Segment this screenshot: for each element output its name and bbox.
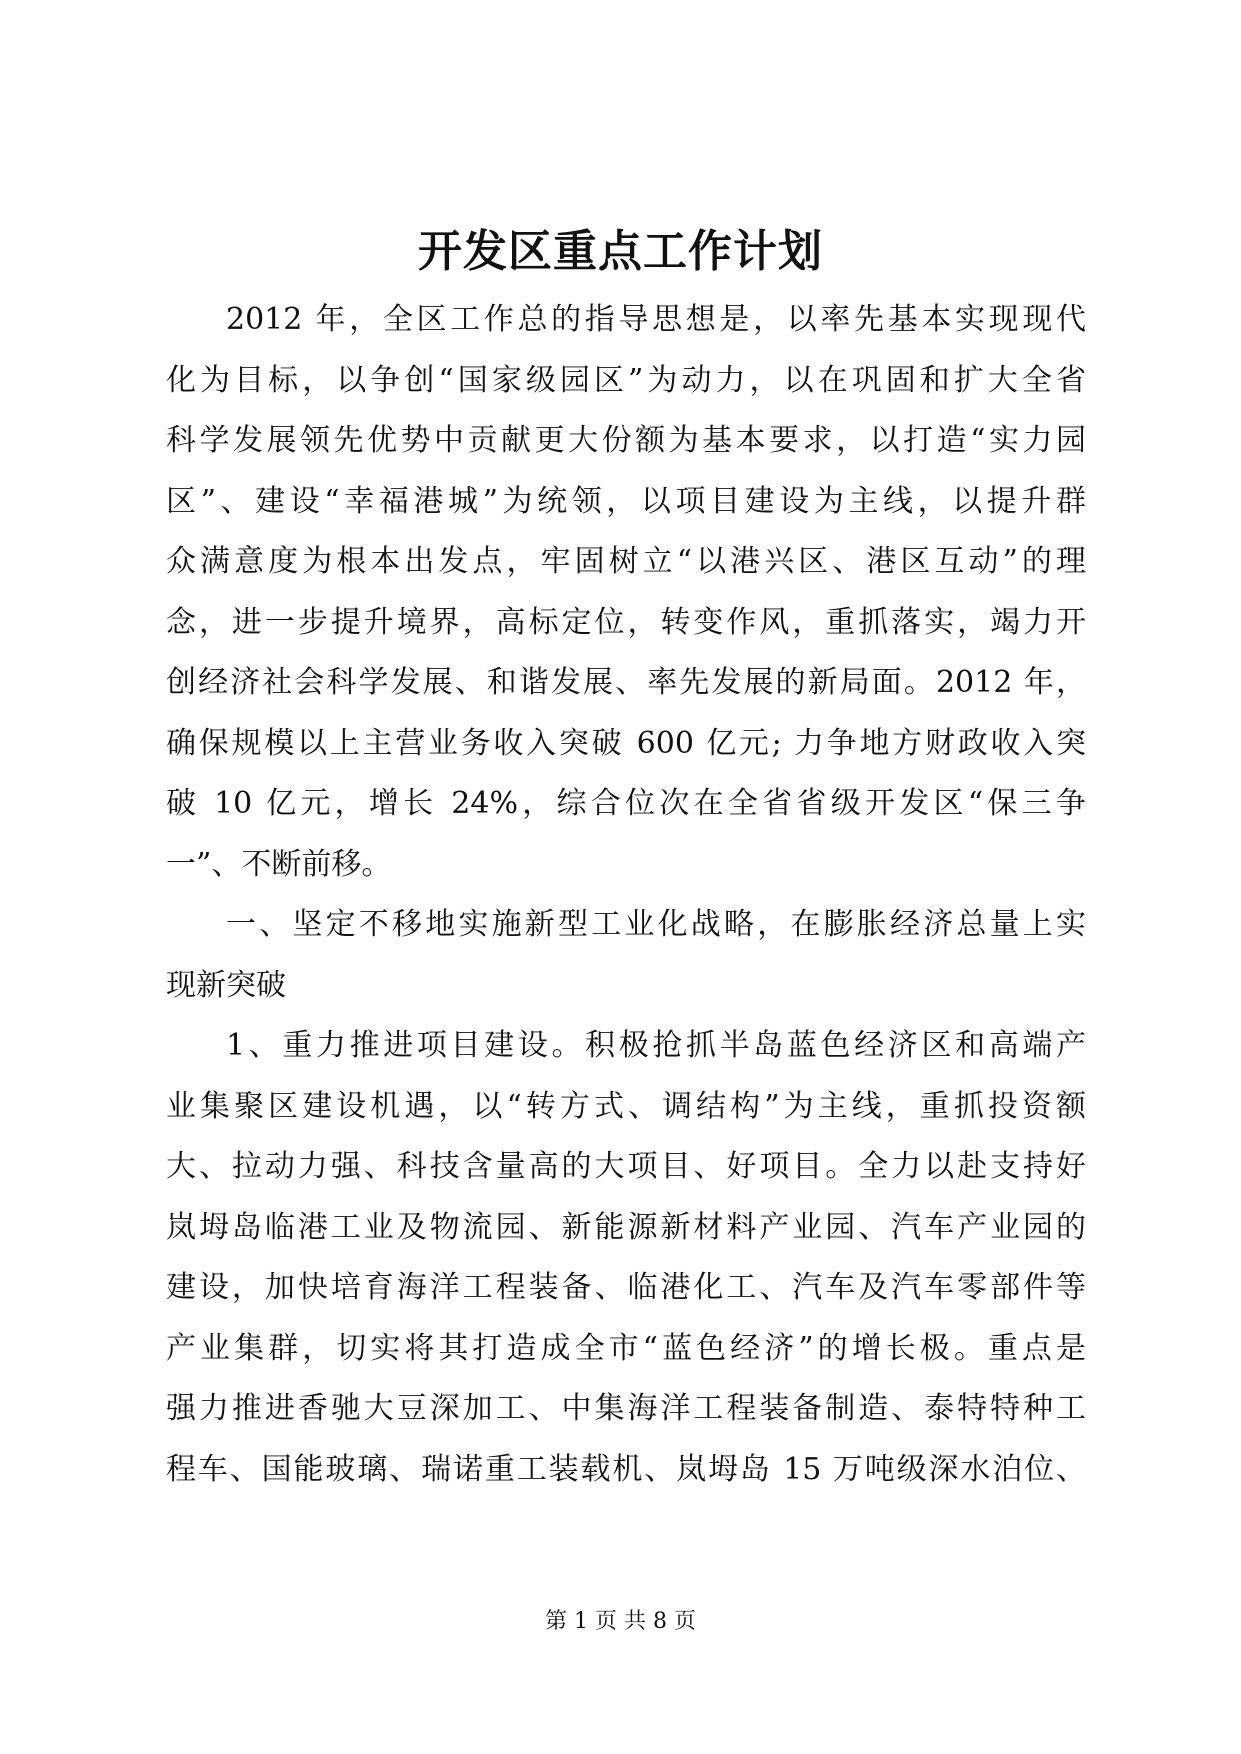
text-line: 现新突破 (166, 967, 286, 1003)
page-footer: 第 1 页 共 8 页 (545, 1609, 696, 1634)
document-title: 开发区重点工作计划 (418, 226, 823, 277)
text-line: 区”、建设“幸福港城”为统领，以项目建设为主线，以提升群 (166, 483, 1086, 519)
text-line: 1、重力推进项目建设。积极抢抓半岛蓝色经济区和高端产 (226, 1028, 1086, 1063)
text-line: 岚坶岛临港工业及物流园、新能源新材料产业园、汽车产业园的 (166, 1209, 1086, 1245)
text-line: 化为目标，以争创“国家级园区”为动力，以在巩固和扩大全省 (166, 362, 1086, 398)
text-line: 创经济社会科学发展、和谐发展、率先发展的新局面。2012 年， (166, 665, 1086, 700)
text-line: 2012 年，全区工作总的指导思想是，以率先基本实现现代 (226, 302, 1086, 337)
text-line: 确保规模以上主营业务收入突破 600 亿元; 力争地方财政收入突 (166, 725, 1086, 761)
text-line: 大、拉动力强、科技含量高的大项目、好项目。全力以赴支持好 (166, 1149, 1086, 1184)
text-line: 强力推进香驰大豆深加工、中集海洋工程装备制造、泰特特种工 (166, 1391, 1086, 1426)
text-line: 程车、国能玻璃、瑞诺重工装载机、岚坶岛 15 万吨级深水泊位、 (166, 1451, 1086, 1487)
text-line: 念，进一步提升境界，高标定位，转变作风，重抓落实，竭力开 (166, 604, 1086, 640)
text-line: 破 10 亿元，增长 24%，综合位次在全省省级开发区“保三争 (166, 786, 1086, 821)
text-line: 建设，加快培育海洋工程装备、临港化工、汽车及汽车零部件等 (166, 1270, 1086, 1305)
text-line: 一、坚定不移地实施新型工业化战略，在膨胀经济总量上实 (226, 907, 1086, 942)
document-body (166, 290, 1086, 1500)
text-line: 众满意度为根本出发点，牢固树立“以港兴区、港区互动”的理 (166, 544, 1086, 579)
text-line: 科学发展领先优势中贡献更大份额为基本要求，以打造“实力园 (166, 423, 1086, 458)
text-line: 业集聚区建设机遇，以“转方式、调结构”为主线，重抓投资额 (166, 1088, 1086, 1124)
text-line: 一”、不断前移。 (166, 846, 392, 882)
text-line: 产业集群，切实将其打造成全市“蓝色经济”的增长极。重点是 (166, 1330, 1086, 1366)
